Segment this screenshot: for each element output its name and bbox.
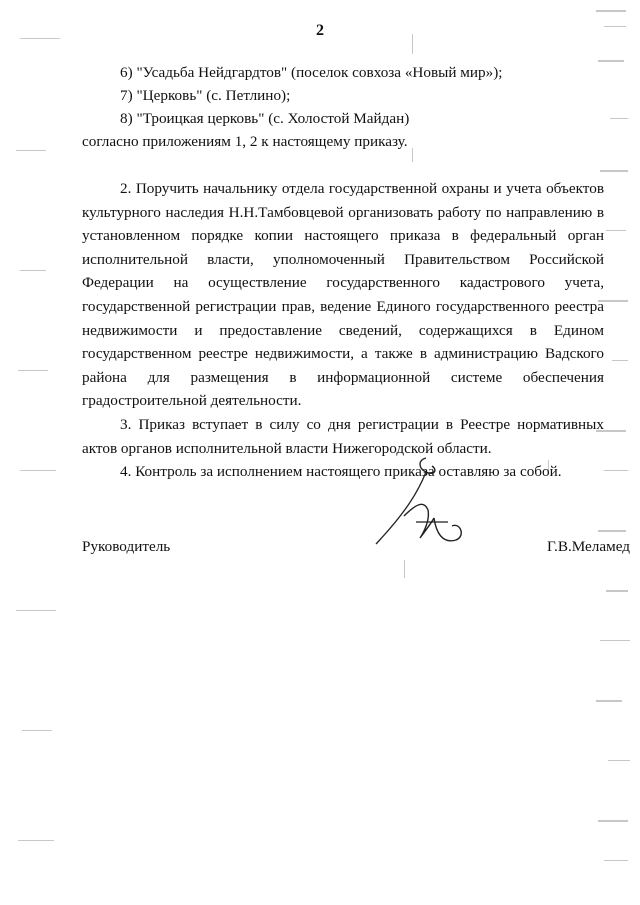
list-item-6: 6) "Усадьба Нейдгардтов" (поселок совхоза «Новый мир»); bbox=[120, 64, 503, 81]
paragraph-2: 2. Поручить начальнику отдела государственной охраны и учета объектов культурного наследия Н.Н.Тамбовцевой организовать работу по направлению в установленном порядке копии настоящего приказа в федеральный орган исполнительной власти, уполномоченный Правительством Российской Федерации на осуществление государственного кадастрового учета, государственной регистрации прав, ведение Единого государственного реестра недвижимости и предоставление сведений, содержащихся в Едином государственном реестре недвижимости, а также в администрацию Вадского района для размещения в информационной системе обеспечения градостроительной деятельности. bbox=[82, 180, 604, 410]
handwritten-signature bbox=[370, 452, 480, 552]
list-item-7: 7) "Церковь" (с. Петлино); bbox=[120, 87, 291, 104]
signature-name: Г.В.Меламед bbox=[546, 538, 630, 555]
signature-position: Руководитель bbox=[82, 538, 171, 555]
list-closing: согласно приложениям 1, 2 к настоящему приказу. bbox=[82, 133, 408, 150]
paragraph-4: 4. Контроль за исполнением настоящего приказа оставляю за собой. bbox=[120, 463, 562, 481]
paragraph-3: 3. Приказ вступает в силу со дня регистрации в Реестре нормативных актов органов исполнительной власти Нижегородской области. bbox=[82, 415, 604, 457]
list-item-8: 8) "Троицкая церковь" (с. Холостой Майдан) bbox=[120, 110, 410, 127]
main-paragraphs bbox=[82, 177, 604, 484]
page-number: 2 bbox=[316, 22, 324, 39]
